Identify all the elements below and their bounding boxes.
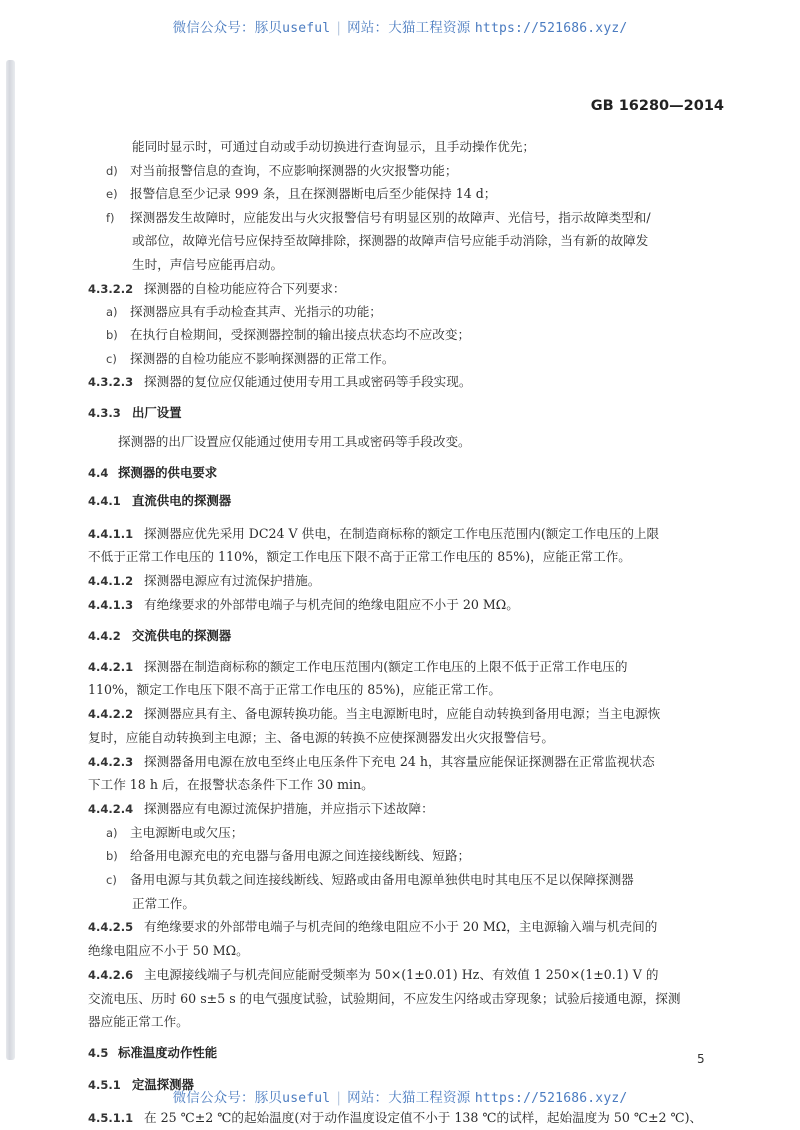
paragraph-line	[88, 798, 434, 817]
clause-number: 4.4.1.1	[88, 527, 134, 541]
watermark-separator: |	[336, 20, 342, 36]
watermark-site-url[interactable]: https://521686.xyz/	[474, 1091, 628, 1106]
list-item-label: f)	[106, 211, 115, 225]
paragraph-line	[88, 727, 554, 746]
section-heading	[88, 403, 182, 421]
list-item-label: e)	[106, 187, 118, 201]
watermark-wechat-name: useful	[282, 21, 331, 36]
paragraph-line	[88, 371, 471, 390]
line-text: 探测器的出厂设置应仅能通过使用专用工具或密码等手段改变。	[118, 434, 471, 449]
clause-number: 4.4.2.5	[88, 920, 134, 934]
line-text: 生时，声信号应能再启动。	[132, 257, 284, 272]
line-text: 探测器应优先采用 DC24 V 供电，在制造商标称的额定工作电压范围内(额定工作电压的上限	[144, 526, 660, 541]
clause-number: 4.4.2.3	[88, 755, 134, 769]
watermark-site-label: 网站：大猫工程资源	[347, 1090, 471, 1106]
line-text: 探测器应具有手动检查其声、光指示的功能；	[130, 304, 382, 319]
watermark-bottom	[0, 1086, 800, 1106]
paragraph-line	[88, 751, 655, 770]
list-item-label: c)	[106, 873, 117, 887]
paragraph-line	[132, 230, 648, 249]
line-text: 在 25 ℃±2 ℃的起始温度(对于动作温度设定值不小于 138 ℃的试样，起始温度为 50 ℃±2 ℃)、	[144, 1110, 703, 1125]
paragraph-line	[88, 679, 501, 698]
line-text: 绝缘电阻应不小于 50 MΩ。	[88, 943, 249, 958]
section-heading	[88, 463, 217, 481]
list-item-label: c)	[106, 352, 117, 366]
line-text: 探测器在制造商标称的额定工作电压范围内(额定工作电压的上限不低于正常工作电压的	[144, 659, 628, 674]
line-text: 给备用电源充电的充电器与备用电源之间连接线断线、短路；	[130, 848, 471, 863]
clause-number: 4.3.2.3	[88, 375, 134, 389]
line-text: 交流电压、历时 60 s±5 s 的电气强度试验，试验期间，不应发生闪络或击穿现象；试验后接通电源，探测	[88, 991, 681, 1006]
line-text: 探测器电源应有过流保护措施。	[144, 573, 321, 588]
page-number: 5	[697, 1052, 705, 1066]
line-text: 正常工作。	[132, 896, 195, 911]
list-item	[106, 822, 243, 841]
line-text: 定温探测器	[132, 1077, 194, 1092]
watermark-wechat-label: 微信公众号：豚贝	[172, 20, 283, 36]
clause-number: 4.4.1.2	[88, 574, 134, 588]
clause-number: 4.4.2.6	[88, 968, 134, 982]
watermark-site-label: 网站：大猫工程资源	[347, 20, 471, 36]
line-text: 不低于正常工作电压的 110%，额定工作电压下限不高于正常工作电压的 85%)，应能正常工作。	[88, 549, 631, 564]
list-item	[106, 348, 394, 367]
paragraph-line	[88, 570, 320, 589]
paragraph-line	[132, 254, 283, 273]
line-text: 交流供电的探测器	[132, 628, 232, 643]
paragraph-line	[88, 1107, 702, 1126]
paragraph-line	[88, 940, 249, 959]
clause-number: 4.4.2.2	[88, 707, 134, 721]
paragraph-line	[88, 774, 374, 793]
paragraph-line	[88, 656, 627, 675]
list-item-label: b)	[106, 328, 118, 342]
clause-number: 4.4.1.3	[88, 598, 134, 612]
list-item-label: a)	[106, 826, 118, 840]
list-item	[106, 869, 634, 888]
paragraph-line	[88, 964, 658, 983]
line-text: 主电源断电或欠压；	[130, 825, 244, 840]
line-text: 探测器的自检功能应不影响探测器的正常工作。	[130, 351, 395, 366]
section-heading	[88, 1043, 217, 1061]
paragraph-line	[88, 1011, 189, 1030]
line-text: 探测器应具有主、备电源转换功能。当主电源断电时，应能自动转换到备用电源；当主电源恢	[144, 706, 661, 721]
line-text: 对当前报警信息的查询，不应影响探测器的火灾报警功能；	[130, 163, 458, 178]
standard-code: GB 16280—2014	[590, 98, 724, 114]
watermark-top	[0, 16, 800, 36]
line-text: 探测器的供电要求	[118, 465, 218, 480]
scan-binding-edge	[6, 60, 15, 1060]
clause-number: 4.4.1	[88, 494, 121, 508]
list-item-label: a)	[106, 305, 118, 319]
list-item	[106, 183, 496, 202]
line-text: 110%，额定工作电压下限不高于正常工作电压的 85%)，应能正常工作。	[88, 682, 501, 697]
paragraph-line	[88, 916, 657, 935]
section-heading	[88, 491, 231, 509]
line-text: 直流供电的探测器	[132, 493, 232, 508]
line-text: 探测器备用电源在放电至终止电压条件下充电 24 h，其容量应能保证探测器在正常监视状态	[144, 754, 655, 769]
list-item	[106, 845, 470, 864]
paragraph-line	[88, 988, 680, 1007]
clause-number: 4.3.3	[88, 406, 121, 420]
list-item	[106, 301, 382, 320]
line-text: 备用电源与其负载之间连接线断线、短路或由备用电源单独供电时其电压不足以保障探测器	[130, 872, 634, 887]
clause-number: 4.5.1	[88, 1078, 121, 1092]
line-text: 探测器发生故障时，应能发出与火灾报警信号有明显区别的故障声、光信号，指示故障类型和/	[130, 210, 651, 225]
clause-number: 4.4.2.1	[88, 660, 134, 674]
list-item	[106, 160, 457, 179]
clause-number: 4.5.1.1	[88, 1111, 134, 1125]
paragraph-line	[118, 431, 471, 450]
watermark-wechat-label: 微信公众号：豚贝	[172, 1090, 283, 1106]
list-item-label: b)	[106, 849, 118, 863]
paragraph-line	[88, 703, 660, 722]
paragraph-line	[88, 278, 346, 297]
clause-number: 4.4	[88, 466, 109, 480]
section-heading	[88, 626, 231, 644]
line-text: 有绝缘要求的外部带电端子与机壳间的绝缘电阻应不小于 20 MΩ，主电源输入端与机壳间的	[144, 919, 658, 934]
list-item	[106, 324, 470, 343]
list-item-label: d)	[106, 164, 118, 178]
line-text: 主电源接线端子与机壳间应能耐受频率为 50×(1±0.01) Hz、有效值 1 250×(1±0.1) V 的	[144, 967, 659, 982]
watermark-separator: |	[336, 1090, 342, 1106]
paragraph-line	[88, 523, 659, 542]
line-text: 器应能正常工作。	[88, 1014, 189, 1029]
line-text: 探测器应有电源过流保护措施，并应指示下述故障：	[144, 801, 434, 816]
list-item	[106, 207, 651, 226]
clause-number: 4.3.2.2	[88, 282, 134, 296]
line-text: 有绝缘要求的外部带电端子与机壳间的绝缘电阻应不小于 20 MΩ。	[144, 597, 519, 612]
line-text: 标准温度动作性能	[118, 1045, 218, 1060]
line-text: 出厂设置	[132, 405, 182, 420]
line-text: 或部位，故障光信号应保持至故障排除，探测器的故障声信号应能手动消除，当有新的故障发	[132, 233, 649, 248]
paragraph-line	[132, 136, 535, 155]
line-text: 能同时显示时，可通过自动或手动切换进行查询显示，且手动操作优先；	[132, 139, 535, 154]
paragraph-line	[88, 546, 631, 565]
watermark-wechat-name: useful	[282, 1091, 331, 1106]
line-text: 探测器的自检功能应符合下列要求：	[144, 281, 346, 296]
clause-number: 4.4.2	[88, 629, 121, 643]
line-text: 下工作 18 h 后，在报警状态条件下工作 30 min。	[88, 777, 374, 792]
line-text: 在执行自检期间，受探测器控制的输出接点状态均不应改变；	[130, 327, 471, 342]
line-text: 复时，应能自动转换到主电源；主、备电源的转换不应使探测器发出火灾报警信号。	[88, 730, 554, 745]
clause-number: 4.4.2.4	[88, 802, 134, 816]
watermark-site-url[interactable]: https://521686.xyz/	[474, 21, 628, 36]
paragraph-line	[132, 893, 195, 912]
line-text: 报警信息至少记录 999 条，且在探测器断电后至少能保持 14 d；	[130, 186, 497, 201]
clause-number: 4.5	[88, 1046, 109, 1060]
line-text: 探测器的复位应仅能通过使用专用工具或密码等手段实现。	[144, 374, 472, 389]
paragraph-line	[88, 594, 519, 613]
